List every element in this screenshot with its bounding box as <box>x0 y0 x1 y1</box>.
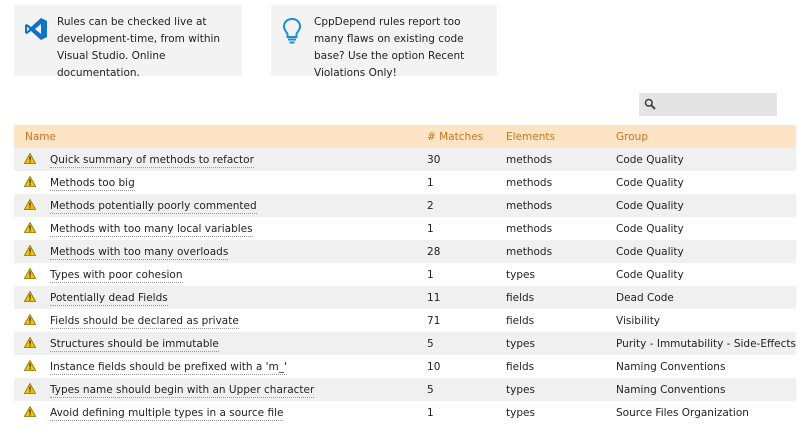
matches-cell: 30 <box>427 153 441 166</box>
column-header-elements[interactable]: Elements <box>506 130 555 143</box>
warning-icon <box>14 286 50 309</box>
table-row[interactable] <box>14 240 796 263</box>
table-row[interactable] <box>14 332 796 355</box>
elements-cell: fields <box>506 291 535 304</box>
table-row[interactable] <box>14 309 796 332</box>
rule-name-link[interactable]: Methods too big <box>50 176 135 189</box>
rule-name-link[interactable]: Types with poor cohesion <box>50 268 183 281</box>
column-header-group[interactable]: Group <box>616 130 648 143</box>
rule-name-link[interactable]: Structures should be immutable <box>50 337 219 350</box>
recent-violations-tip <box>271 5 497 79</box>
rule-name-cell[interactable] <box>50 401 427 424</box>
warning-icon <box>14 171 50 194</box>
rule-name-link[interactable]: Avoid defining multiple types in a source file <box>50 406 284 419</box>
matches-cell: 1 <box>427 176 434 189</box>
elements-cell: types <box>506 383 535 396</box>
elements-cell: fields <box>506 360 535 373</box>
search-icon <box>644 98 656 113</box>
matches-cell: 1 <box>427 222 434 235</box>
group-cell: Source Files Organization <box>616 406 749 419</box>
table-row[interactable] <box>14 148 796 171</box>
warning-icon <box>14 217 50 240</box>
column-header-name[interactable]: Name <box>25 130 56 143</box>
matches-cell: 1 <box>427 406 434 419</box>
rule-name-link[interactable]: Instance fields should be prefixed with a 'm_' <box>50 360 287 373</box>
table-row[interactable] <box>14 355 796 378</box>
matches-cell: 10 <box>427 360 441 373</box>
rule-name-cell[interactable] <box>50 240 427 263</box>
warning-icon <box>14 309 50 332</box>
warning-icon <box>14 355 50 378</box>
table-row[interactable] <box>14 171 796 194</box>
table-header-row <box>14 125 796 148</box>
table-row[interactable] <box>14 401 796 424</box>
warning-icon <box>14 401 50 424</box>
matches-cell: 5 <box>427 337 434 350</box>
rules-table <box>14 125 796 424</box>
rule-name-cell[interactable] <box>50 194 427 217</box>
matches-cell: 71 <box>427 314 441 327</box>
table-row[interactable] <box>14 194 796 217</box>
warning-icon <box>14 378 50 401</box>
rule-name-link[interactable]: Methods potentially poorly commented <box>50 199 257 212</box>
recent-violations-tip-text[interactable]: CppDepend rules report too many flaws on existing code base? Use the option Recent Violations Only! <box>314 16 465 79</box>
rule-name-cell[interactable] <box>50 309 427 332</box>
table-row[interactable] <box>14 263 796 286</box>
table-row[interactable] <box>14 217 796 240</box>
group-cell: Naming Conventions <box>616 383 726 396</box>
rule-name-cell[interactable] <box>50 148 427 171</box>
group-cell: Code Quality <box>616 268 684 281</box>
column-header-matches[interactable]: # Matches <box>427 130 484 143</box>
rule-name-link[interactable]: Potentially dead Fields <box>50 291 168 304</box>
warning-icon <box>14 240 50 263</box>
rule-name-cell[interactable] <box>50 332 427 355</box>
matches-cell: 2 <box>427 199 434 212</box>
rule-name-link[interactable]: Quick summary of methods to refactor <box>50 153 254 166</box>
matches-cell: 5 <box>427 383 434 396</box>
elements-cell: types <box>506 337 535 350</box>
elements-cell: methods <box>506 153 553 166</box>
elements-cell: methods <box>506 199 553 212</box>
search-input[interactable] <box>639 93 777 116</box>
group-cell: Code Quality <box>616 176 684 189</box>
rule-name-cell[interactable] <box>50 217 427 240</box>
group-cell: Dead Code <box>616 291 674 304</box>
warning-icon <box>14 194 50 217</box>
lightbulb-icon <box>281 17 311 48</box>
rule-name-cell[interactable] <box>50 171 427 194</box>
matches-cell: 1 <box>427 268 434 281</box>
group-cell: Code Quality <box>616 153 684 166</box>
rule-name-link[interactable]: Types name should begin with an Upper character <box>50 383 315 396</box>
visual-studio-tip-text[interactable]: Rules can be checked live at development-time, from within Visual Studio. Online documentation. <box>57 16 221 79</box>
group-cell: Code Quality <box>616 222 684 235</box>
elements-cell: methods <box>506 245 553 258</box>
table-row[interactable] <box>14 286 796 309</box>
table-row[interactable] <box>14 378 796 401</box>
elements-cell: fields <box>506 314 535 327</box>
warning-icon <box>14 148 50 171</box>
rule-name-cell[interactable] <box>50 355 427 378</box>
rule-name-cell[interactable] <box>50 263 427 286</box>
group-cell: Code Quality <box>616 199 684 212</box>
elements-cell: methods <box>506 176 553 189</box>
rule-name-link[interactable]: Fields should be declared as private <box>50 314 239 327</box>
visual-studio-tip <box>14 5 242 79</box>
warning-icon <box>14 263 50 286</box>
elements-cell: types <box>506 268 535 281</box>
rule-name-link[interactable]: Methods with too many overloads <box>50 245 229 258</box>
visual-studio-icon <box>24 17 54 44</box>
matches-cell: 11 <box>427 291 441 304</box>
group-cell: Naming Conventions <box>616 360 726 373</box>
rule-name-link[interactable]: Methods with too many local variables <box>50 222 253 235</box>
group-cell: Visibility <box>616 314 661 327</box>
rule-name-cell[interactable] <box>50 286 427 309</box>
warning-icon <box>14 332 50 355</box>
rule-name-cell[interactable] <box>50 378 427 401</box>
elements-cell: types <box>506 406 535 419</box>
group-cell: Purity - Immutability - Side-Effects <box>616 337 797 350</box>
matches-cell: 28 <box>427 245 441 258</box>
elements-cell: methods <box>506 222 553 235</box>
group-cell: Code Quality <box>616 245 684 258</box>
